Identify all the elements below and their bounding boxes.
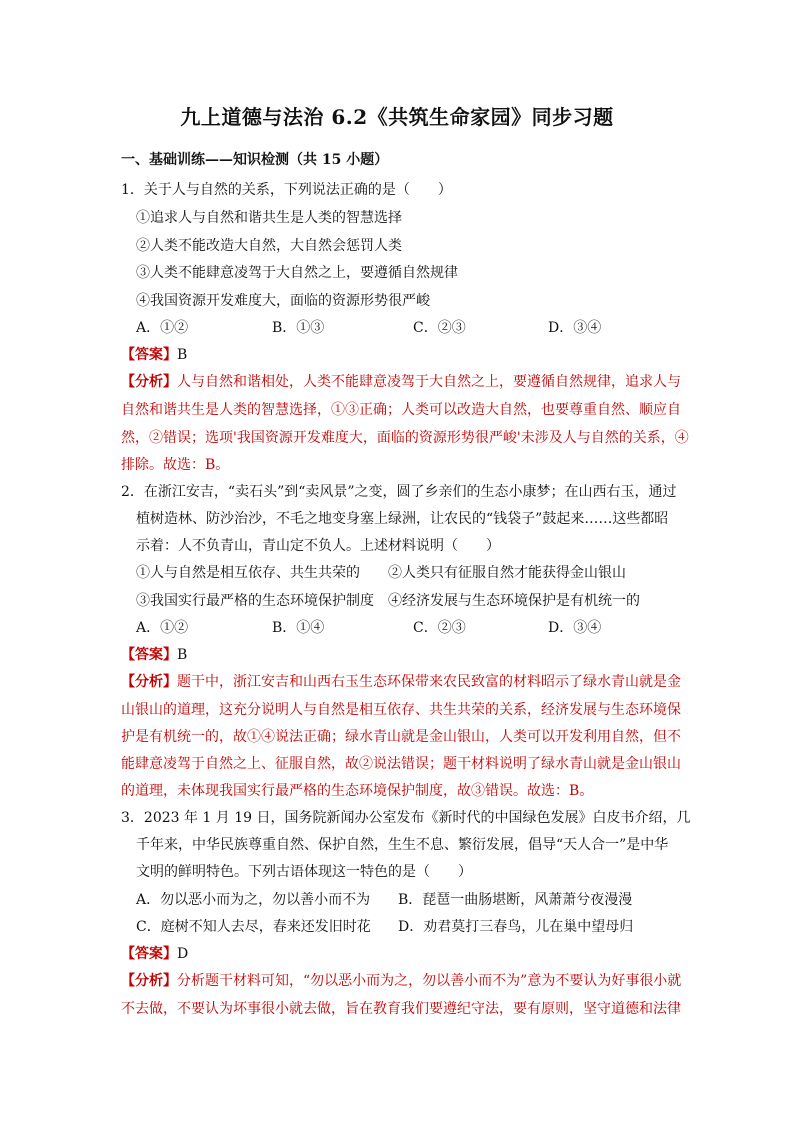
q2-item: ①人与自然是相互依存、共生共荣的 ②人类只有征服自然才能获得金山银山 [136,565,626,581]
q1-option-d: D．③④ [548,320,602,336]
q1-stem: 1．关于人与自然的关系，下列说法正确的是（ ） [121,182,452,198]
q2-stem: 植树造林、防沙治沙，不毛之地变身塞上绿洲，让农民的“钱袋子”鼓起来……这些都昭 [136,511,669,527]
q2-option-c: C．②③ [413,620,466,636]
q3-analysis-text: 不去做，不要认为坏事很小就去做，旨在教育我们要遵纪守法，要有原则，坚守道德和法律 [121,1001,681,1017]
answer-tag: 【答案】 [121,946,177,962]
q3-analysis-text: 分析题干材料可知，“勿以恶小而为之，勿以善小而不为”意为不要认为好事很小就 [177,973,682,989]
q1-item: ③人类不能肆意凌驾于大自然之上，要遵循自然规律 [136,265,458,281]
q1-analysis-text: 然，②错误；选项'我国资源开发难度大，面临的资源形势很严峻'未涉及人与自然的关系，④ [121,430,689,446]
q3-answer: D [177,946,189,962]
analysis-tag: 【分析】 [121,674,177,690]
q1-item: ②人类不能改造大自然，大自然会惩罚人类 [136,238,402,254]
document-title: 九上道德与法治 6.2《共筑生命家园》同步习题 [180,105,614,129]
q2-option-d: D．③④ [548,620,602,636]
q3-answer-line [121,944,188,964]
q1-option-a: A．①② [136,320,189,336]
q2-item: ③我国实行最严格的生态环境保护制度 ④经济发展与生态环境保护是有机统一的 [136,593,640,609]
q1-item: ④我国资源开发难度大，面临的资源形势很严峻 [136,293,430,309]
q2-analysis-text: 题干中，浙江安吉和山西右玉生态环保带来农民致富的材料昭示了绿水青山就是金 [177,674,681,690]
q1-analysis-text: 排除。故选：B。 [121,457,230,473]
q1-answer: B [177,347,188,363]
q3-option-a: A．勿以恶小而为之，勿以善小而不为 [136,892,371,908]
q3-option-b: B．琵琶一曲肠堪断，风萧萧兮夜漫漫 [398,892,633,908]
q3-stem: 千年来，中华民族尊重自然、保护自然，生生不息、繁衍发展，倡导“天人合一”是中华 [136,837,669,853]
q2-analysis-line [121,672,681,692]
q2-analysis-text: 能肆意凌驾于自然之上、征服自然，故②说法错误；题干材料说明了绿水青山就是金山银山 [121,756,681,772]
analysis-tag: 【分析】 [121,374,177,390]
q1-option-b: B．①③ [272,320,325,336]
q1-answer-line [121,345,187,365]
q2-option-b: B．①④ [272,620,325,636]
q3-stem: 3．2023 年 1 月 19 日，国务院新闻办公室发布《新时代的中国绿色发展》白皮书介绍，几 [121,810,691,826]
answer-tag: 【答案】 [121,347,177,363]
q1-option-c: C．②③ [413,320,466,336]
analysis-tag: 【分析】 [121,973,177,989]
q2-stem: 示着：人不负青山，青山定不负人。上述材料说明（ ） [136,538,500,554]
q3-option-c: C．庭树不知人去尽，春来还发旧时花 [136,919,371,935]
q1-analysis-text: 自然和谐共生是人类的智慧选择，①③正确；人类可以改造大自然，也要尊重自然、顺应自 [121,402,681,418]
q1-item: ①追求人与自然和谐共生是人类的智慧选择 [136,210,402,226]
q2-analysis-text: 山银山的道理，这充分说明人与自然是相互依存、共生共荣的关系，经济发展与生态环境保 [121,702,681,718]
q1-analysis-text: 人与自然和谐相处，人类不能肆意凌驾于大自然之上，要遵循自然规律，追求人与 [177,374,681,390]
q2-analysis-text: 护是有机统一的，故①④说法正确；绿水青山就是金山银山，人类可以开发利用自然，但不 [121,729,681,745]
q3-option-d: D．劝君莫打三春鸟，儿在巢中望母归 [398,919,634,935]
answer-tag: 【答案】 [121,647,177,663]
q2-stem: 2．在浙江安吉，“卖石头”到“卖风景”之变，圆了乡亲们的生态小康梦；在山西右玉，通过 [121,484,677,500]
q2-answer: B [177,647,188,663]
q2-option-a: A．①② [136,620,189,636]
section-heading: 一、基础训练——知识检测（共 15 小题） [121,152,389,168]
q3-analysis-line [121,971,681,991]
q2-analysis-text: 的道理，未体现我国实行最严格的生态环境保护制度，故③错误。故选：B。 [121,783,594,799]
q3-stem: 文明的鲜明特色。下列古语体现这一特色的是（ ） [136,864,472,880]
q2-answer-line [121,645,187,665]
q1-analysis-line [121,372,681,392]
